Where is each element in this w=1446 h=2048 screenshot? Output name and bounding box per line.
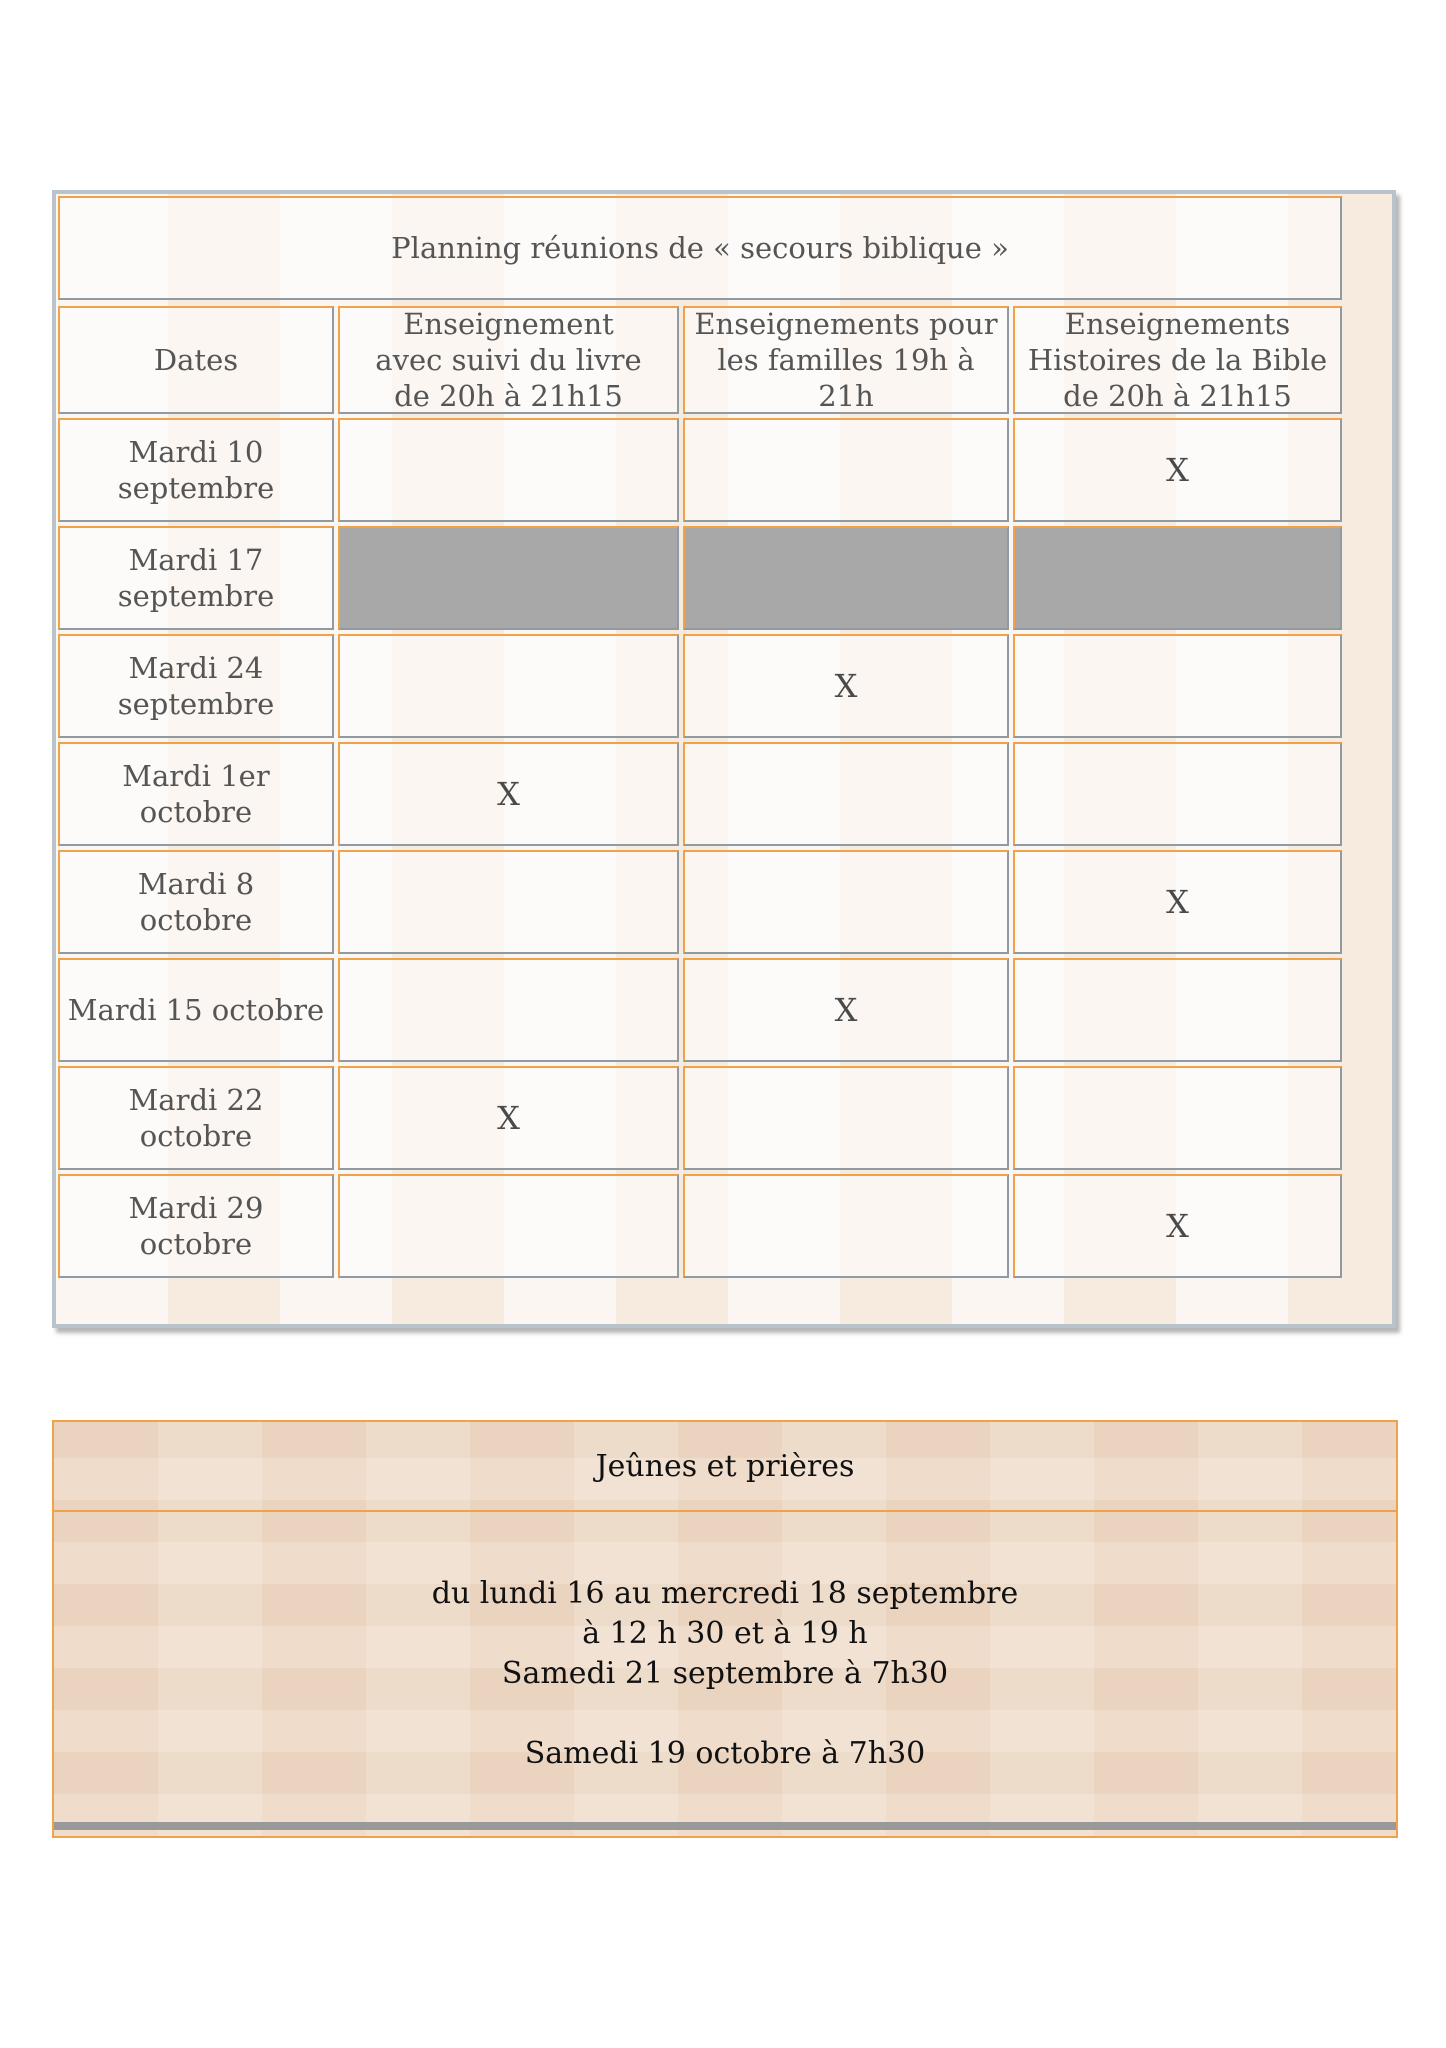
schedule-cell	[683, 958, 1009, 1062]
schedule-cell	[1013, 634, 1342, 738]
schedule-cell	[683, 634, 1009, 738]
schedule-table	[52, 190, 1396, 1328]
column-header-text: Enseignement avec suivi du livre de 20h à 21h15	[375, 307, 642, 413]
schedule-grid	[58, 196, 1390, 1322]
schedule-cell	[683, 526, 1009, 630]
date-cell	[58, 742, 334, 846]
schedule-mark: X	[1166, 1207, 1189, 1245]
schedule-title-text: Planning réunions de « secours biblique »	[391, 231, 1009, 265]
schedule-cell	[338, 418, 679, 522]
column-header-text: Enseignements Histoires de la Bible de 20h à 21h15	[1027, 307, 1328, 413]
date-text: Mardi 10 septembre	[117, 435, 275, 505]
fasting-line: du lundi 16 au mercredi 18 septembre	[431, 1576, 1019, 1611]
schedule-title	[58, 196, 1342, 300]
schedule-mark: X	[834, 667, 858, 705]
schedule-cell	[1013, 418, 1342, 522]
fasting-line: Samedi 19 octobre à 7h30	[524, 1736, 926, 1771]
schedule-mark: X	[834, 991, 858, 1029]
date-cell	[58, 634, 334, 738]
schedule-cell	[338, 634, 679, 738]
date-cell	[58, 850, 334, 954]
fasting-line: Samedi 21 septembre à 7h30	[501, 1656, 949, 1691]
schedule-mark: X	[497, 775, 520, 813]
date-cell	[58, 418, 334, 522]
schedule-cell	[683, 1066, 1009, 1170]
column-header-text: Enseignements pour les familles 19h à 21h	[694, 307, 998, 413]
schedule-cell	[683, 418, 1009, 522]
date-cell	[58, 1174, 334, 1278]
fasting-box	[52, 1420, 1398, 1838]
schedule-cell	[338, 1066, 679, 1170]
schedule-cell	[1013, 958, 1342, 1062]
column-header-1	[338, 306, 679, 414]
schedule-cell	[338, 850, 679, 954]
schedule-cell	[683, 850, 1009, 954]
date-text: Mardi 1er octobre	[122, 759, 270, 829]
schedule-cell	[1013, 526, 1342, 630]
date-text: Mardi 24 septembre	[117, 651, 275, 721]
schedule-cell	[1013, 742, 1342, 846]
date-text: Mardi 17 septembre	[117, 543, 275, 613]
schedule-mark: X	[1166, 883, 1189, 921]
schedule-mark: X	[497, 1099, 520, 1137]
column-header-text: Dates	[153, 343, 239, 377]
column-header-2	[683, 306, 1009, 414]
date-text: Mardi 29 octobre	[128, 1191, 264, 1261]
schedule-cell	[1013, 1174, 1342, 1278]
fasting-line: à 12 h 30 et à 19 h	[582, 1616, 868, 1651]
fasting-line	[54, 1694, 1396, 1734]
date-text: Mardi 8 octobre	[137, 867, 255, 937]
column-header-3	[1013, 306, 1342, 414]
fasting-bottom-bar	[54, 1822, 1396, 1830]
schedule-cell	[683, 742, 1009, 846]
date-cell	[58, 526, 334, 630]
fasting-details	[54, 1574, 1396, 1774]
schedule-cell	[1013, 850, 1342, 954]
schedule-cell	[338, 1174, 679, 1278]
schedule-mark: X	[1166, 451, 1189, 489]
fasting-title: Jeûnes et prières	[54, 1422, 1396, 1512]
date-text: Mardi 22 octobre	[128, 1083, 264, 1153]
date-text: Mardi 15 octobre	[67, 993, 325, 1027]
schedule-cell	[683, 1174, 1009, 1278]
schedule-cell	[338, 958, 679, 1062]
date-cell	[58, 1066, 334, 1170]
schedule-cell	[338, 742, 679, 846]
date-cell	[58, 958, 334, 1062]
schedule-cell	[338, 526, 679, 630]
column-header-0	[58, 306, 334, 414]
schedule-cell	[1013, 1066, 1342, 1170]
